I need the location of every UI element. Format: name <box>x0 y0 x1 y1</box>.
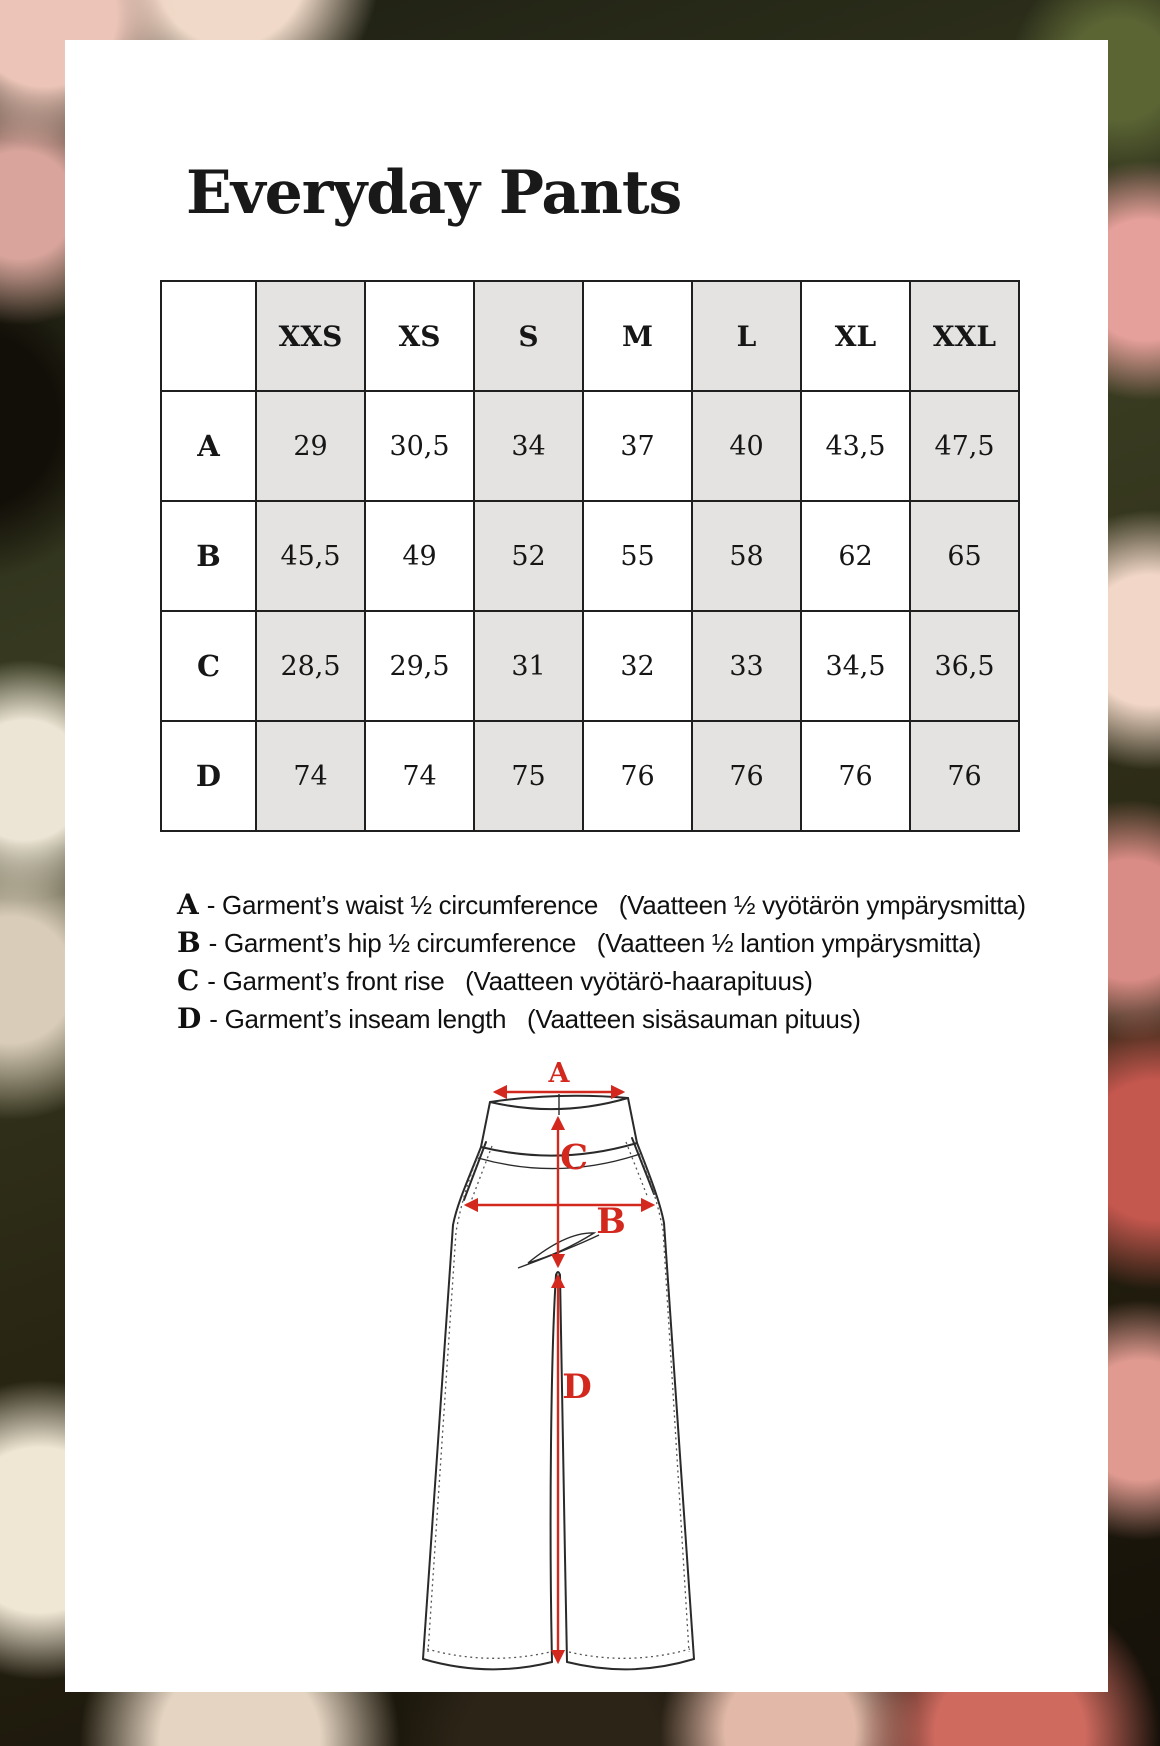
size-cell: 75 <box>474 721 583 831</box>
size-cell: 62 <box>801 501 910 611</box>
row-label: C <box>161 611 256 721</box>
size-column-header: S <box>474 281 583 391</box>
size-column-header: M <box>583 281 692 391</box>
size-cell: 31 <box>474 611 583 721</box>
diagram-label-c: C <box>560 1137 588 1178</box>
size-cell: 33 <box>692 611 801 721</box>
size-cell: 29 <box>256 391 365 501</box>
legend-text: - Garment’s waist ½ circumference (Vaatteen ½ vyötärön ympärysmitta) <box>206 890 1026 920</box>
fly-detail <box>528 1233 594 1263</box>
legend-text: - Garment’s front rise (Vaatteen vyötärö-haarapituus) <box>207 966 813 996</box>
size-column-header: XXL <box>910 281 1019 391</box>
legend-key: C <box>177 964 200 997</box>
size-cell: 58 <box>692 501 801 611</box>
header-row <box>161 281 1019 391</box>
size-cell: 29,5 <box>365 611 474 721</box>
legend-key: B <box>177 926 201 959</box>
left-hem <box>423 1659 552 1669</box>
size-column-header: XXS <box>256 281 365 391</box>
measurement-annotations <box>466 1058 653 1662</box>
row-label: A <box>161 391 256 501</box>
right-hem <box>567 1659 694 1669</box>
size-cell: 37 <box>583 391 692 501</box>
size-table <box>160 280 1020 832</box>
size-cell: 28,5 <box>256 611 365 721</box>
right-hem-stitch <box>569 1649 690 1658</box>
size-cell: 32 <box>583 611 692 721</box>
left-pocket-opening <box>464 1142 486 1200</box>
size-cell: 43,5 <box>801 391 910 501</box>
waistband-right-edge <box>628 1098 637 1143</box>
waistband-left-edge <box>481 1102 490 1147</box>
pants-diagram <box>400 1052 720 1684</box>
legend-key: D <box>177 1002 202 1035</box>
right-outer-seam <box>637 1143 694 1659</box>
size-cell: 47,5 <box>910 391 1019 501</box>
page-title: Everyday Pants <box>186 158 682 229</box>
legend-text: - Garment’s hip ½ circumference (Vaatteen ½ lantion ympärysmitta) <box>208 928 981 958</box>
size-cell: 76 <box>692 721 801 831</box>
size-cell: 34,5 <box>801 611 910 721</box>
left-hem-stitch <box>427 1649 550 1658</box>
size-cell: 76 <box>801 721 910 831</box>
legend-key: A <box>177 888 199 921</box>
legend-item-b <box>177 924 1026 962</box>
row-label: B <box>161 501 256 611</box>
size-cell: 76 <box>910 721 1019 831</box>
size-cell: 65 <box>910 501 1019 611</box>
size-cell: 74 <box>365 721 474 831</box>
content-panel <box>65 40 1108 1692</box>
row-label: D <box>161 721 256 831</box>
legend-item-c <box>177 962 1026 1000</box>
diagram-label-b: B <box>596 1201 626 1242</box>
table-row <box>161 501 1019 611</box>
table-row <box>161 721 1019 831</box>
left-outer-seam <box>423 1147 481 1659</box>
measurement-legend <box>177 886 1026 1038</box>
diagram-label-d: D <box>562 1367 592 1407</box>
crotch-point <box>556 1272 560 1275</box>
size-cell: 49 <box>365 501 474 611</box>
size-cell: 45,5 <box>256 501 365 611</box>
size-cell: 76 <box>583 721 692 831</box>
size-cell: 55 <box>583 501 692 611</box>
left-inner-seam <box>551 1275 556 1662</box>
corner-cell <box>161 281 256 391</box>
size-cell: 40 <box>692 391 801 501</box>
table-row <box>161 391 1019 501</box>
size-cell: 34 <box>474 391 583 501</box>
size-cell: 30,5 <box>365 391 474 501</box>
legend-item-d <box>177 1000 1026 1038</box>
size-column-header: XL <box>801 281 910 391</box>
size-column-header: XS <box>365 281 474 391</box>
right-inner-seam <box>560 1275 567 1662</box>
diagram-label-a: A <box>548 1058 570 1089</box>
table-row <box>161 611 1019 721</box>
legend-item-a <box>177 886 1026 924</box>
size-cell: 74 <box>256 721 365 831</box>
size-cell: 36,5 <box>910 611 1019 721</box>
legend-text: - Garment’s inseam length (Vaatteen sisäsauman pituus) <box>209 1004 861 1034</box>
size-cell: 52 <box>474 501 583 611</box>
right-pocket-opening <box>632 1138 654 1194</box>
size-column-header: L <box>692 281 801 391</box>
